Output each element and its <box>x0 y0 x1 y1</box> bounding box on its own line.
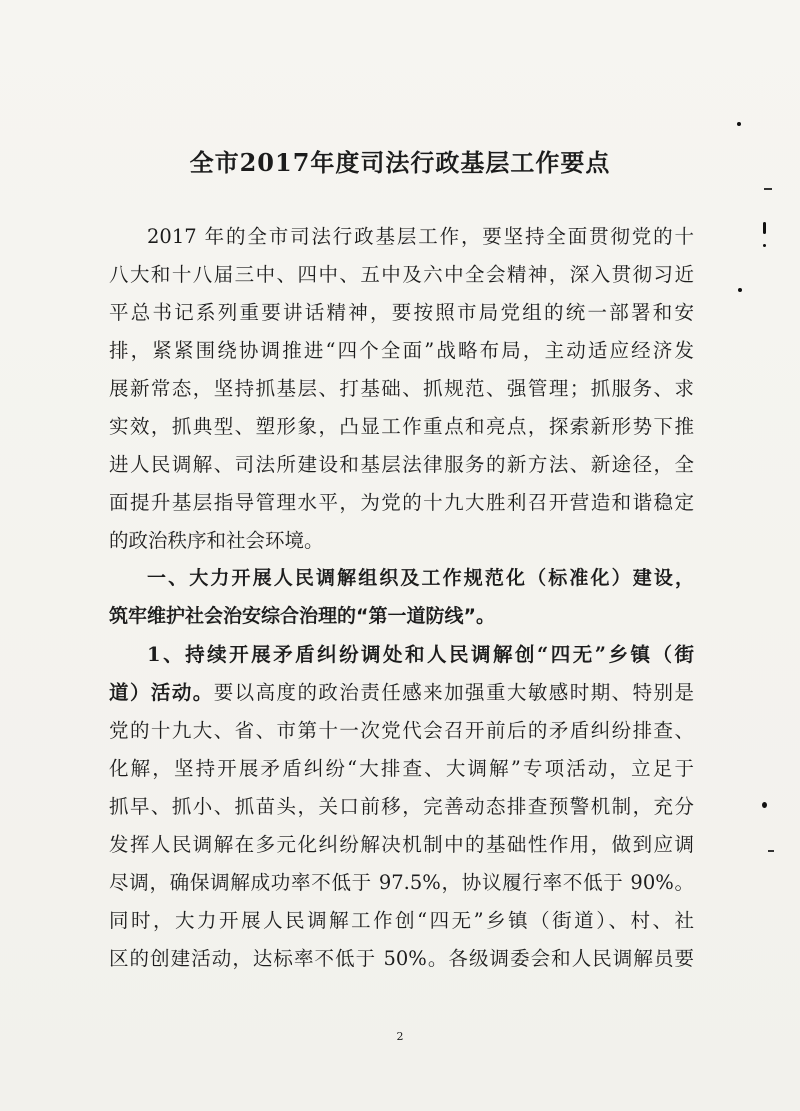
section-heading: 一、大力开展人民调解组织及工作规范化（标准化）建设， <box>147 567 694 589</box>
intro-line: 展新常态，坚持抓基层、打基础、抓规范、强管理；抓服务、求 <box>109 377 694 400</box>
scan-mark <box>768 850 774 852</box>
intro-line: 进人民调解、司法所建设和基层法律服务的新方法、新途径，全 <box>109 453 694 476</box>
scan-speck <box>762 802 767 808</box>
item-line: 区的创建活动，达标率不低于 50%。各级调委会和人民调解员要 <box>109 947 694 970</box>
intro-line: 八大和十八届三中、四中、五中及六中全会精神，深入贯彻习近 <box>109 263 694 286</box>
intro-line: 实效，抓典型、塑形象，凸显工作重点和亮点，探索新形势下推 <box>109 415 694 438</box>
scan-speck <box>763 244 766 247</box>
item-text: 要以高度的政治责任感来加强重大敏感时期、特别是 <box>213 681 694 704</box>
item-line: 抓早、抓小、抓苗头，关口前移，完善动态排查预警机制，充分 <box>109 795 694 818</box>
item-heading: 1、持续开展矛盾纠纷调处和人民调解创“四无”乡镇（街 <box>147 643 694 666</box>
item-line <box>109 674 694 711</box>
scan-speck <box>737 122 741 126</box>
item-line: 党的十九大、省、市第十一次党代会召开前后的矛盾纠纷排查、 <box>109 719 694 742</box>
item-line: 尽调，确保调解成功率不低于 97.5%，协议履行率不低于 90%。 <box>109 871 694 894</box>
intro-line: 排，紧紧围绕协调推进“四个全面”战略布局，主动适应经济发 <box>109 339 694 362</box>
item-line: 发挥人民调解在多元化纠纷解决机制中的基础性作用，做到应调 <box>109 833 694 856</box>
scan-speck <box>763 222 766 234</box>
page-number: 2 <box>396 1030 404 1043</box>
item-line: 同时，大力开展人民调解工作创“四无”乡镇（街道）、村、社 <box>109 909 694 932</box>
document-title: 全市2017年度司法行政基层工作要点 <box>189 148 611 177</box>
scan-mark <box>764 188 772 190</box>
intro-line: 平总书记系列重要讲话精神，要按照市局党组的统一部署和安 <box>109 301 694 324</box>
intro-line: 2017 年的全市司法行政基层工作，要坚持全面贯彻党的十 <box>147 225 694 248</box>
item-heading-end: 道）活动。 <box>109 681 214 704</box>
intro-line: 的政治秩序和社会环境。 <box>109 529 324 552</box>
section-heading: 筑牢维护社会治安综合治理的“第一道防线”。 <box>109 605 495 627</box>
scan-speck <box>738 288 742 292</box>
intro-line: 面提升基层指导管理水平，为党的十九大胜利召开营造和谐稳定 <box>109 491 694 514</box>
item-line: 化解，坚持开展矛盾纠纷“大排查、大调解”专项活动，立足于 <box>109 757 694 780</box>
